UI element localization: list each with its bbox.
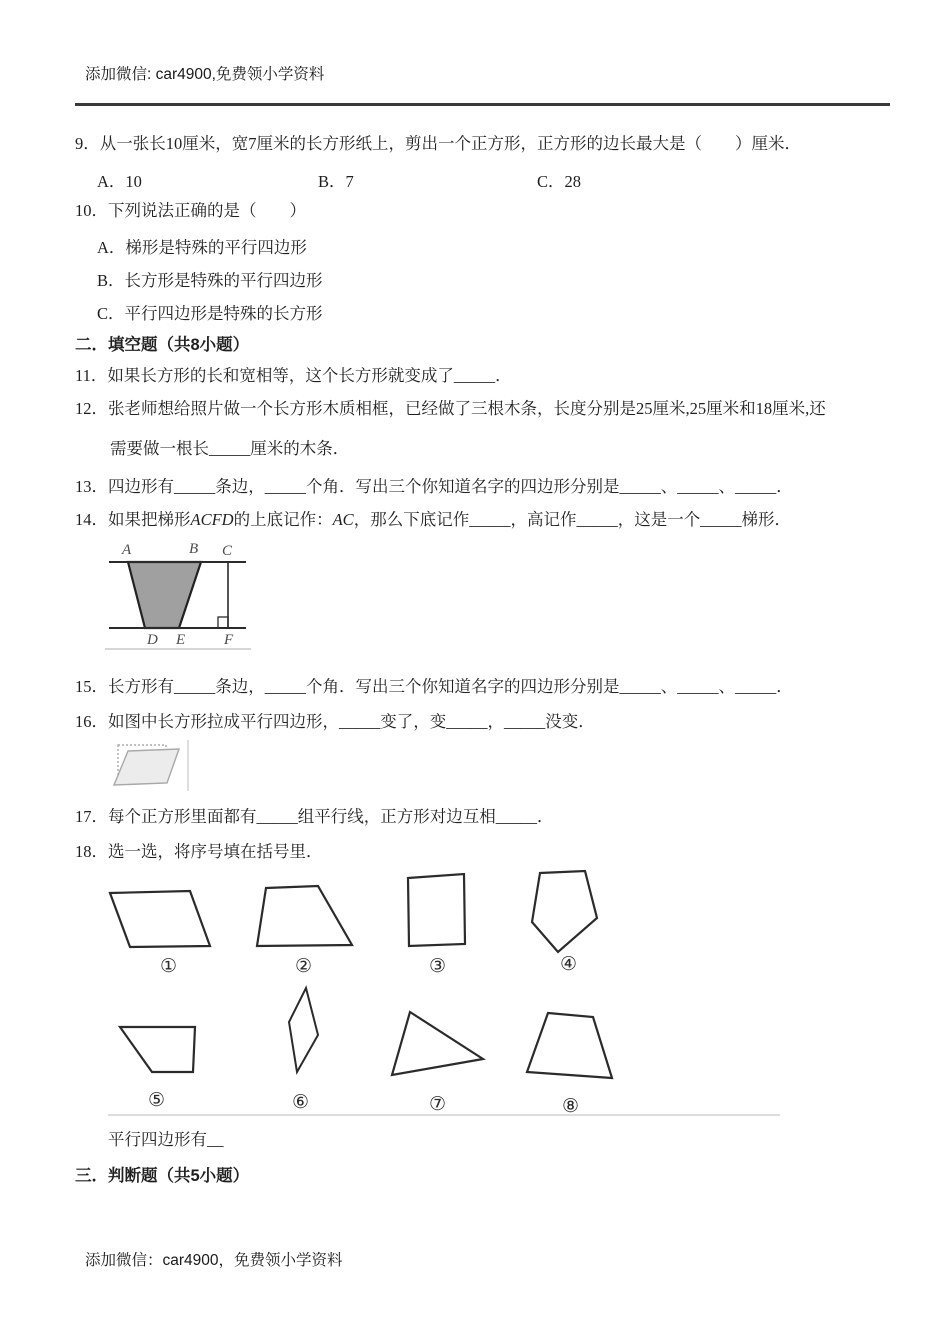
shape-8-trapezoid [527,1013,612,1078]
footer-wechat-note: 添加微信：car4900，免费领小学资料 [85,1252,343,1269]
shape-5-number: ⑤ [148,1090,166,1111]
question-14-part5: ，那么下底记作_____，高记作_____，这是一个_____梯形． [353,510,791,529]
question-10: 10．下列说法正确的是（ ） [75,201,306,220]
question-18: 18．选一选，将序号填在括号里． [75,842,323,861]
shape-3-square [408,874,465,946]
question-17: 17．每个正方形里面都有_____组平行线，正方形对边互相_____． [75,807,554,826]
pulled-parallelogram [114,749,179,785]
label-A: A [122,542,132,558]
question-10-option-c: C．平行四边形是特殊的长方形 [97,304,323,323]
header-divider [75,103,890,106]
question-13: 13．四边形有_____条边，_____个角．写出三个你知道名字的四边形分别是_____、_____、_____． [75,477,793,496]
question-14-top-base: AC [332,510,354,529]
figure-rectangle-to-parallelogram [100,738,240,798]
question-10-option-a: A．梯形是特殊的平行四边形 [97,238,307,257]
question-9-option-c: C．28 [537,172,582,191]
shape-6-rhombus [289,988,318,1072]
label-F: F [224,632,234,648]
shape-2-number: ② [295,956,313,977]
question-14-shape-name: ACFD [190,510,234,529]
shape-7-triangle [392,1012,483,1075]
label-C: C [222,543,233,559]
figure-eight-shapes [108,860,780,1118]
question-12-line2: 需要做一根长_____厘米的木条． [110,439,350,458]
question-10-option-b: B．长方形是特殊的平行四边形 [97,271,323,290]
question-9-option-a: A．10 [97,172,142,191]
section-heading-fill-blank: 二．填空题（共8小题） [75,336,250,354]
shape-2-trapezoid [257,886,352,946]
question-15: 15．长方形有_____条边，_____个角．写出三个你知道名字的四边形分别是_____、_____、_____． [75,677,793,696]
label-B: B [189,541,199,557]
header-wechat-note: 添加微信: car4900,免费领小学资料 [85,66,325,83]
question-9: 9．从一张长10厘米，宽7厘米的长方形纸上，剪出一个正方形，正方形的边长最大是（ ）厘米． [75,134,801,153]
label-E: E [176,632,186,648]
shape-4-number: ④ [560,954,578,975]
trapezoid-shape [128,562,201,628]
question-11: 11．如果长方形的长和宽相等，这个长方形就变成了_____． [75,366,512,385]
shape-1-parallelogram [110,891,210,947]
shape-1-number: ① [160,956,178,977]
right-angle-mark [218,617,228,628]
question-12-line1: 12．张老师想给照片做一个长方形木质相框，已经做了三根木条，长度分别是25厘米,25厘米和18厘米,还 [75,399,826,418]
question-14-part1: 14．如果把梯形 [75,510,191,529]
question-14 [75,510,791,530]
shape-3-number: ③ [429,956,447,977]
question-14-part3: 的上底记作： [233,510,333,529]
label-D: D [147,632,158,648]
section-heading-judgement: 三．判断题（共5小题） [75,1167,250,1185]
shape-5-trapezoid [120,1027,195,1072]
question-18-answer-line: 平行四边形有__ [108,1130,224,1149]
question-9-option-b: B．7 [318,172,354,191]
shape-4-pentagon [532,871,597,952]
shape-6-number: ⑥ [292,1092,310,1113]
shape-8-number: ⑧ [562,1096,580,1117]
figure-trapezoid-acfd [105,540,251,652]
question-16: 16．如图中长方形拉成平行四边形，_____变了，变_____，_____没变． [75,712,595,731]
shape-7-number: ⑦ [429,1094,447,1115]
